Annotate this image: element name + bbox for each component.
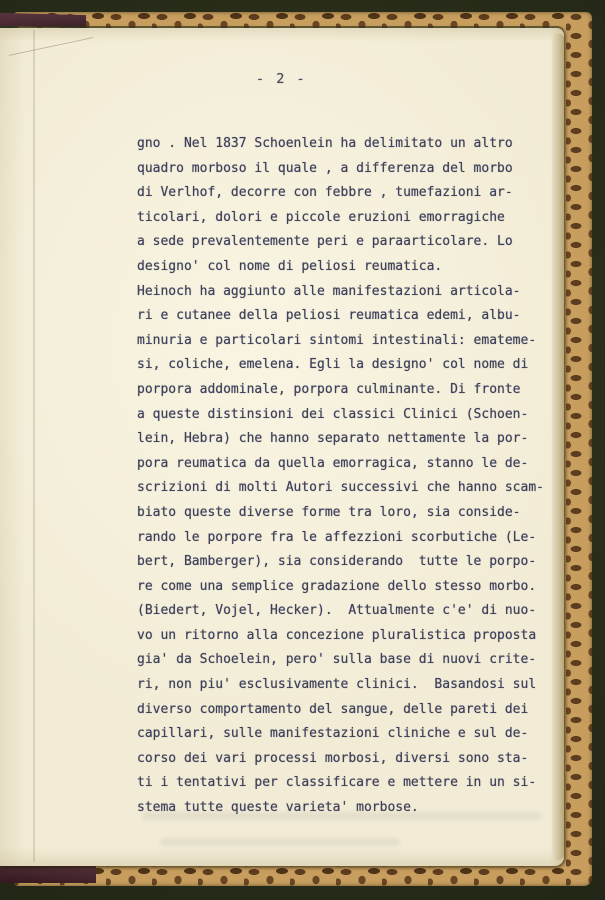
text-line: di Verlhof, decorre con febbre , tumefazioni ar- bbox=[137, 185, 513, 201]
text-line: ri e cutanee della peliosi reumatica edemi, albu- bbox=[137, 308, 521, 324]
text-line: gno . Nel 1837 Schoenlein ha delimitato un altro bbox=[137, 136, 513, 151]
text-line: biato queste diverse forme tra loro, sia conside- bbox=[137, 504, 521, 520]
text-line: scrizioni di molti Autori successivi che hanno scam- bbox=[137, 480, 544, 496]
text-line: capillari, sulle manifestazioni cliniche e sul de- bbox=[137, 726, 529, 742]
text-line: corso dei vari processi morbosi, diversi sono sta- bbox=[137, 750, 529, 766]
text-line: rando le porpore fra le affezzioni scorbutiche (Le- bbox=[137, 529, 537, 545]
text-line: bert, Bamberger), sia considerando tutte le porpo- bbox=[137, 554, 537, 570]
text-line: (Biedert, Vojel, Hecker). Attualmente c'e' di nuo- bbox=[137, 603, 537, 619]
ink-bleedthrough-smudge bbox=[160, 838, 400, 846]
text-line: vo un ritorno alla concezione pluralistica proposta bbox=[137, 627, 537, 643]
page-number: - 2 - bbox=[256, 71, 307, 87]
text-line: ri, non piu' esclusivamente clinici. Basandosi sul bbox=[137, 677, 537, 693]
text-line: re come una semplice gradazione dello stesso morbo. bbox=[137, 578, 537, 594]
text-line: ti i tentativi per classificare e mettere in un si- bbox=[137, 775, 537, 791]
text-line: designo' col nome di peliosi reumatica. bbox=[137, 258, 443, 274]
text-line: minuria e particolari sintomi intestinali: emateme- bbox=[137, 332, 537, 348]
leather-edge-top bbox=[0, 13, 86, 28]
text-line: ticolari, dolori e piccole eruzioni emorragiche bbox=[137, 209, 505, 225]
text-line: porpora addominale, porpora culminante. Di fronte bbox=[137, 381, 521, 397]
text-line: gia' da Schoelein, pero' sulla base di nuovi crite- bbox=[137, 652, 537, 668]
text-line: Heinoch ha aggiunto alle manifestazioni articola- bbox=[137, 283, 521, 299]
text-line: lein, Hebra) che hanno separato nettamente la por- bbox=[137, 431, 529, 447]
text-line: si, coliche, emelena. Egli la designo' col nome di bbox=[137, 357, 529, 373]
text-line: quadro morboso il quale , a differenza del morbo bbox=[137, 160, 513, 176]
text-line: diverso comportamento del sangue, delle pareti dei bbox=[137, 701, 529, 717]
text-line: pora reumatica da quella emorragica, stanno le de- bbox=[137, 455, 529, 471]
leather-edge-bottom bbox=[0, 864, 96, 883]
text-line: stema tutte queste varieta' morbose. bbox=[137, 800, 419, 816]
ink-bleedthrough-smudge bbox=[142, 812, 542, 820]
page-gutter-crease bbox=[33, 30, 35, 862]
text-line: a sede prevalentemente peri e paraarticolare. Lo bbox=[137, 234, 513, 250]
typewritten-body-text bbox=[137, 132, 561, 821]
text-line: a queste distinsioni dei classici Clinici (Schoen- bbox=[137, 406, 529, 422]
